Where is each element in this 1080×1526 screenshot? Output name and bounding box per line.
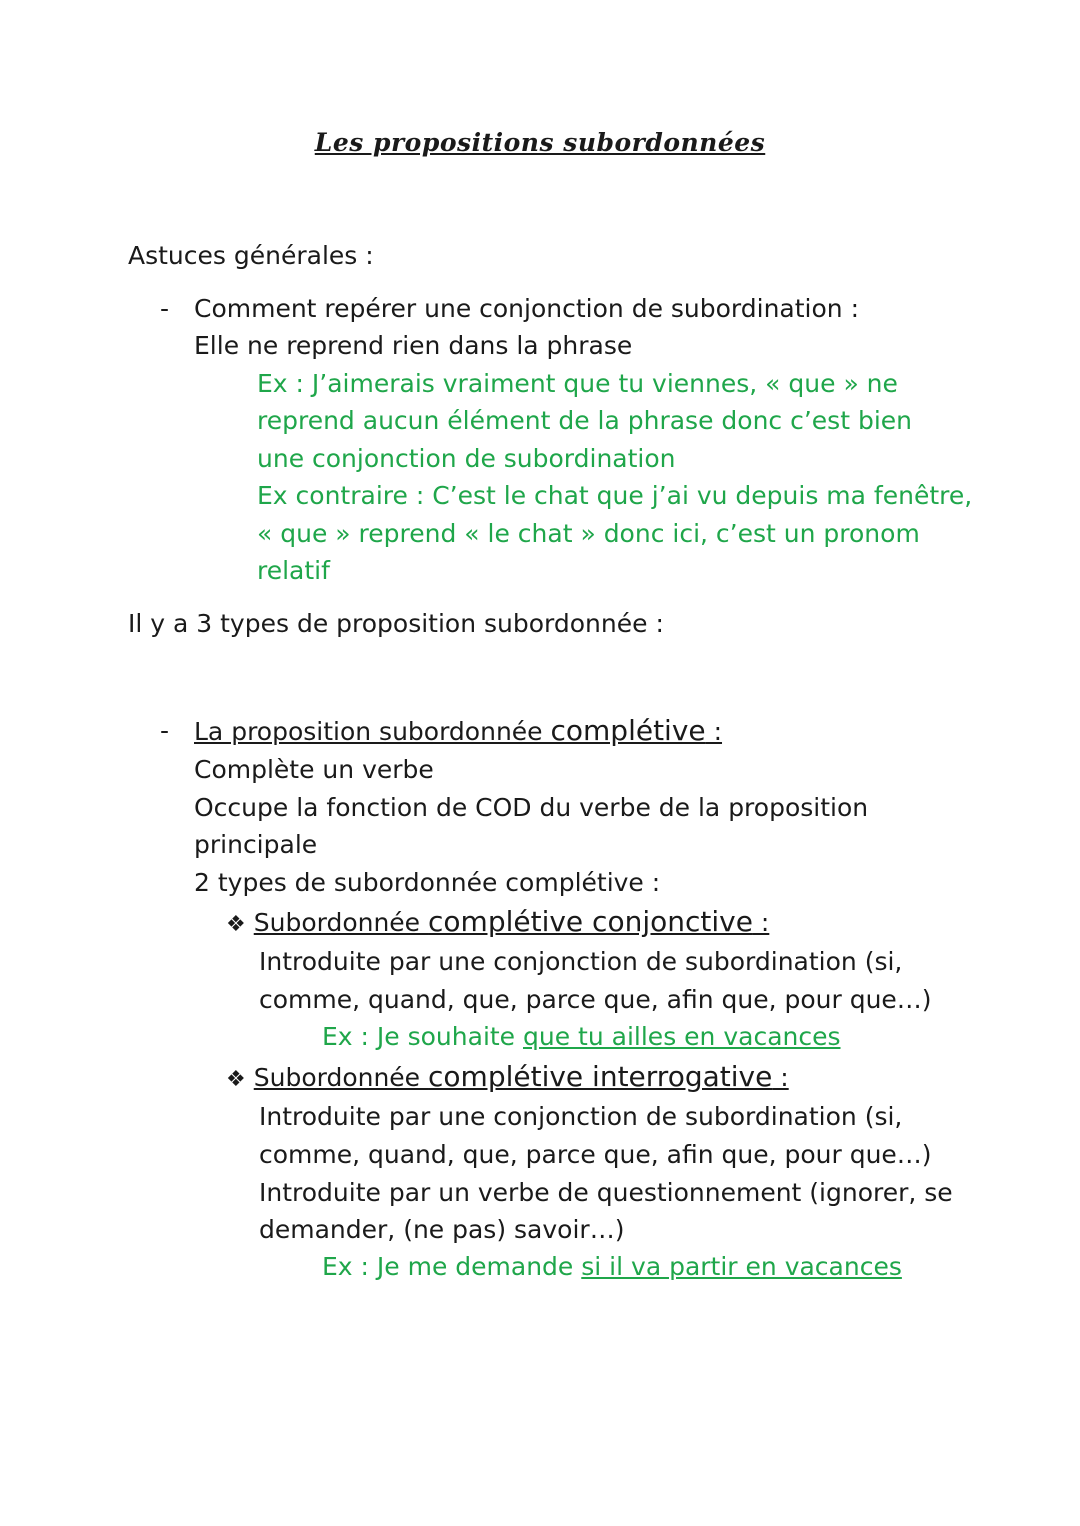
completive-line: principale xyxy=(194,830,318,859)
example-line: « que » reprend « le chat » donc ici, c’est un pronom xyxy=(257,519,920,548)
completive-title-suffix: : xyxy=(705,717,723,746)
completive-line: Occupe la fonction de COD du verbe de la proposition xyxy=(194,793,869,822)
conjonctive-heading xyxy=(226,903,769,944)
completive-line: 2 types de subordonnée complétive : xyxy=(194,868,661,897)
conjonctive-title-suffix: : xyxy=(752,908,770,937)
page-title: Les propositions subordonnées xyxy=(314,128,766,157)
example-line: Ex contraire : C’est le chat que j’ai vu depuis ma fenêtre, xyxy=(257,481,973,510)
interrogative-line: Introduite par une conjonction de subordination (si, xyxy=(259,1102,903,1131)
example-line: reprend aucun élément de la phrase donc c’est bien xyxy=(257,406,912,435)
completive-title-prefix: La proposition subordonnée xyxy=(194,717,551,746)
diamond-bullet-icon: ❖ xyxy=(226,912,246,937)
conjonctive-line: comme, quand, que, parce que, afin que, pour que…) xyxy=(259,985,932,1014)
example-prefix: Ex : Je me demande xyxy=(322,1252,582,1281)
conjonctive-title-big: complétive conjonctive xyxy=(428,905,753,938)
example-underlined: que tu ailles en vacances xyxy=(523,1022,841,1051)
diamond-bullet-icon: ❖ xyxy=(226,1067,246,1092)
dash-bullet: - xyxy=(160,716,170,745)
interrogative-line: comme, quand, que, parce que, afin que, pour que…) xyxy=(259,1140,932,1169)
example-underlined: si il va partir en vacances xyxy=(581,1252,902,1281)
astuces-item-desc: Elle ne reprend rien dans la phrase xyxy=(194,331,633,360)
example-line: une conjonction de subordination xyxy=(257,444,676,473)
conjonctive-line: Introduite par une conjonction de subordination (si, xyxy=(259,947,903,976)
astuces-item-title: Comment repérer une conjonction de subordination : xyxy=(194,294,860,323)
completive-line: Complète un verbe xyxy=(194,755,434,784)
interrogative-title-prefix: Subordonnée xyxy=(253,1063,429,1092)
interrogative-example xyxy=(322,1248,902,1286)
completive-heading xyxy=(194,712,722,751)
conjonctive-example xyxy=(322,1018,841,1056)
interrogative-line: demander, (ne pas) savoir…) xyxy=(259,1215,625,1244)
example-prefix: Ex : Je souhaite xyxy=(322,1022,524,1051)
interrogative-title-suffix: : xyxy=(772,1063,789,1092)
astuces-heading: Astuces générales : xyxy=(128,241,374,270)
interrogative-title-big: complétive interrogative xyxy=(428,1060,773,1093)
example-line: Ex : J’aimerais vraiment que tu viennes, « que » ne xyxy=(257,369,898,398)
interrogative-heading xyxy=(226,1058,789,1099)
example-line: relatif xyxy=(257,556,330,585)
conjonctive-title-prefix: Subordonnée xyxy=(253,908,429,937)
types-intro: Il y a 3 types de proposition subordonnée : xyxy=(128,609,664,638)
completive-title-big: complétive xyxy=(550,714,706,747)
dash-bullet: - xyxy=(160,294,170,323)
interrogative-line: Introduite par un verbe de questionnement (ignorer, se xyxy=(259,1178,953,1207)
